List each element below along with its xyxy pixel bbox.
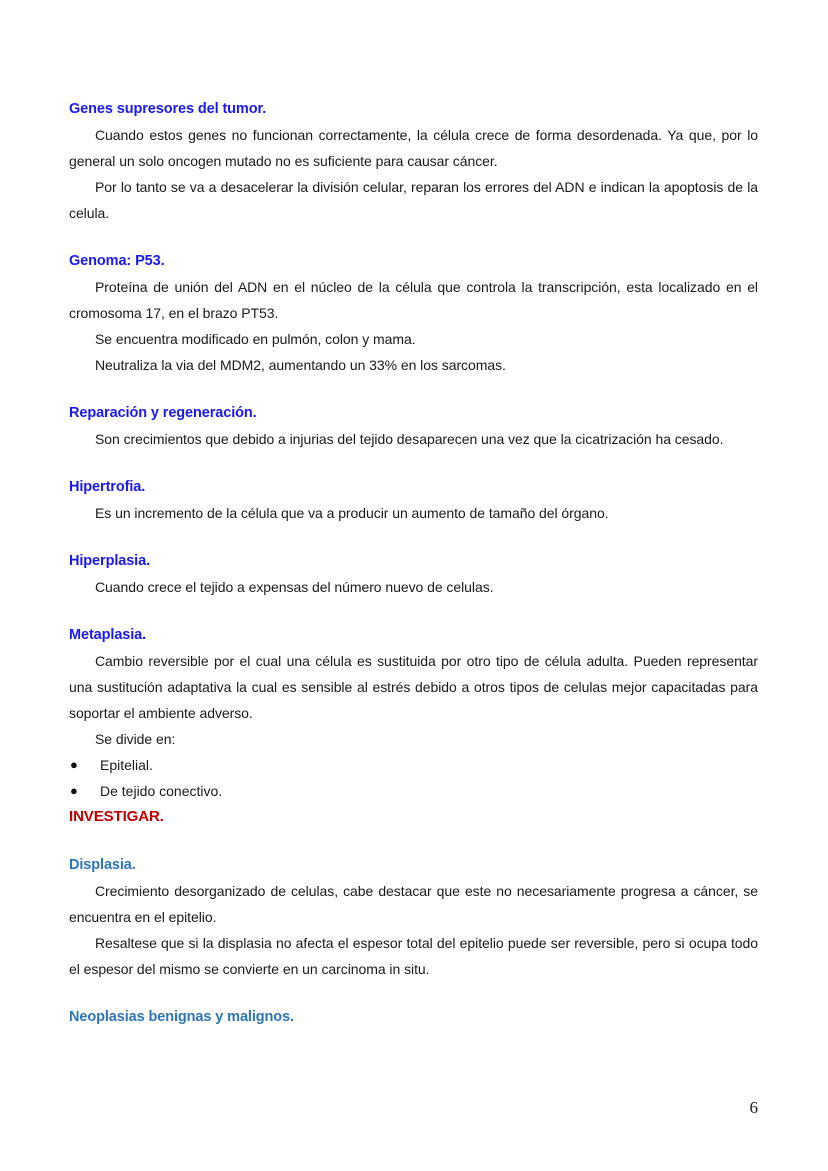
heading-metaplasia: Metaplasia.	[69, 627, 147, 643]
section-spacer	[69, 600, 758, 622]
heading-hipertrofia: Hipertrofia.	[69, 479, 146, 495]
paragraph-genome-p53-2: Se encuentra modificado en pulmón, colon y mama.	[95, 331, 416, 347]
heading-genes-supresores-del-tumor: Genes supresores del tumor.	[69, 101, 267, 117]
paragraph-tumor-suppressors-1: Cuando estos genes no funcionan correctamente, la célula crece de forma desordenada. Ya que, por lo general un solo oncogen mutado no es suficiente para causar cáncer.	[69, 127, 758, 169]
heading-displasia: Displasia.	[69, 857, 136, 873]
paragraph-metaplasia-1: Cambio reversible por el cual una célula es sustituida por otro tipo de célula adulta. Pueden representar una sustitución adaptativa la cual es sensible al estrés debido a otros tipos de celulas mejor capacitadas para soportar el ambiente adverso.	[69, 653, 758, 721]
heading-genoma-p53: Genoma: P53.	[69, 253, 165, 269]
paragraph-hyperplasia-1: Cuando crece el tejido a expensas del número nuevo de celulas.	[95, 579, 494, 595]
list-item	[69, 752, 758, 778]
heading-hiperplasia: Hiperplasia.	[69, 553, 150, 569]
paragraph-genome-p53-3: Neutraliza la via del MDM2, aumentando un 33% en los sarcomas.	[95, 357, 506, 373]
paragraph-dysplasia-2: Resaltese que si la displasia no afecta el espesor total del epitelio puede ser reversible, pero si ocupa todo el espesor del mismo se convierte en un carcinoma in situ.	[69, 935, 758, 977]
section-spacer	[69, 526, 758, 548]
list-item	[69, 778, 758, 804]
paragraph-metaplasia-2: Se divide en:	[95, 731, 176, 747]
paragraph-tumor-suppressors-2: Por lo tanto se va a desacelerar la división celular, reparan los errores del ADN e indican la apoptosis de la celula.	[69, 179, 758, 221]
paragraph-genome-p53-1: Proteína de unión del ADN en el núcleo de la célula que controla la transcripción, esta localizado en el cromosoma 17, en el brazo PT53.	[69, 279, 758, 321]
section-spacer	[69, 830, 758, 852]
bullet-icon: ●	[70, 757, 78, 772]
heading-neoplasias-benignas-y-malignos: Neoplasias benignas y malignos.	[69, 1009, 294, 1025]
paragraph-dysplasia-1: Crecimiento desorganizado de celulas, cabe destacar que este no necesariamente progresa a cáncer, se encuentra en el epitelio.	[69, 883, 758, 925]
bullet-icon: ●	[70, 783, 78, 798]
note-investigar: INVESTIGAR.	[69, 808, 164, 825]
page-number: 6	[749, 1098, 758, 1117]
section-spacer	[69, 452, 758, 474]
list-item-label: De tejido conectivo.	[100, 783, 223, 799]
document-body	[69, 96, 758, 1030]
paragraph-repair-regeneration-1: Son crecimientos que debido a injurias del tejido desaparecen una vez que la cicatrización ha cesado.	[95, 431, 724, 447]
section-spacer	[69, 378, 758, 400]
metaplasia-bullet-list	[69, 752, 758, 804]
heading-reparacion-y-regeneracion: Reparación y regeneración.	[69, 405, 257, 421]
section-spacer	[69, 226, 758, 248]
paragraph-hypertrophy-1: Es un incremento de la célula que va a producir un aumento de tamaño del órgano.	[95, 505, 609, 521]
list-item-label: Epitelial.	[100, 757, 153, 773]
section-spacer	[69, 982, 758, 1004]
